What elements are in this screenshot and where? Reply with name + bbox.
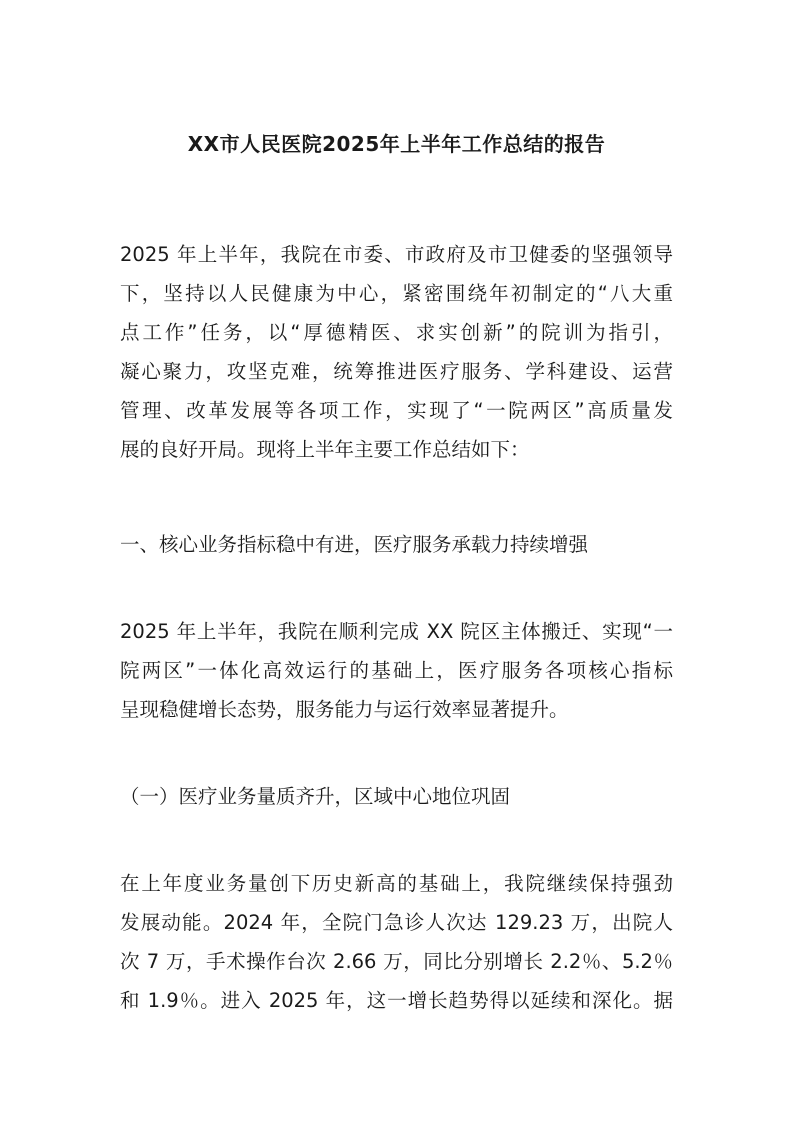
subsection-body-line: 在上年度业务量创下历史新高的基础上，我院继续保持强劲 [120,872,673,895]
document-title: XX市人民医院2025年上半年工作总结的报告 [187,132,606,156]
section-body-line: 2025 年上半年，我院在顺利完成 XX 院区主体搬迁、实现“一 [120,620,673,643]
intro-line: 点工作”任务，以“厚德精医、求实创新”的院训为指引， [120,321,673,344]
subsection-body-line: 次 7 万，手术操作台次 2.66 万，同比分别增长 2.2％、5.2％ [120,950,673,973]
subsection-body-line: 和 1.9％。进入 2025 年，这一增长趋势得以延续和深化。据 [120,989,673,1012]
subsection-body-line: 发展动能。2024 年，全院门急诊人次达 129.23 万，出院人 [120,911,673,934]
section-heading: 一、核心业务指标稳中有进，医疗服务承载力持续增强 [120,533,589,556]
intro-line: 2025 年上半年，我院在市委、市政府及市卫健委的坚强领导 [120,243,673,266]
intro-line: 展的良好开局。现将上半年主要工作总结如下： [120,438,530,461]
subsection-heading: （一）医疗业务量质齐升，区域中心地位巩固 [120,785,511,808]
section-body-line: 呈现稳健增长态势，服务能力与运行效率显著提升。 [120,698,569,721]
section-body-line: 院两区”一体化高效运行的基础上，医疗服务各项核心指标 [120,659,673,682]
intro-line: 凝心聚力，攻坚克难，统筹推进医疗服务、学科建设、运营 [120,360,673,383]
intro-line: 下，坚持以人民健康为中心，紧密围绕年初制定的“八大重 [120,282,673,305]
intro-line: 管理、改革发展等各项工作，实现了“一院两区”高质量发 [120,399,673,422]
